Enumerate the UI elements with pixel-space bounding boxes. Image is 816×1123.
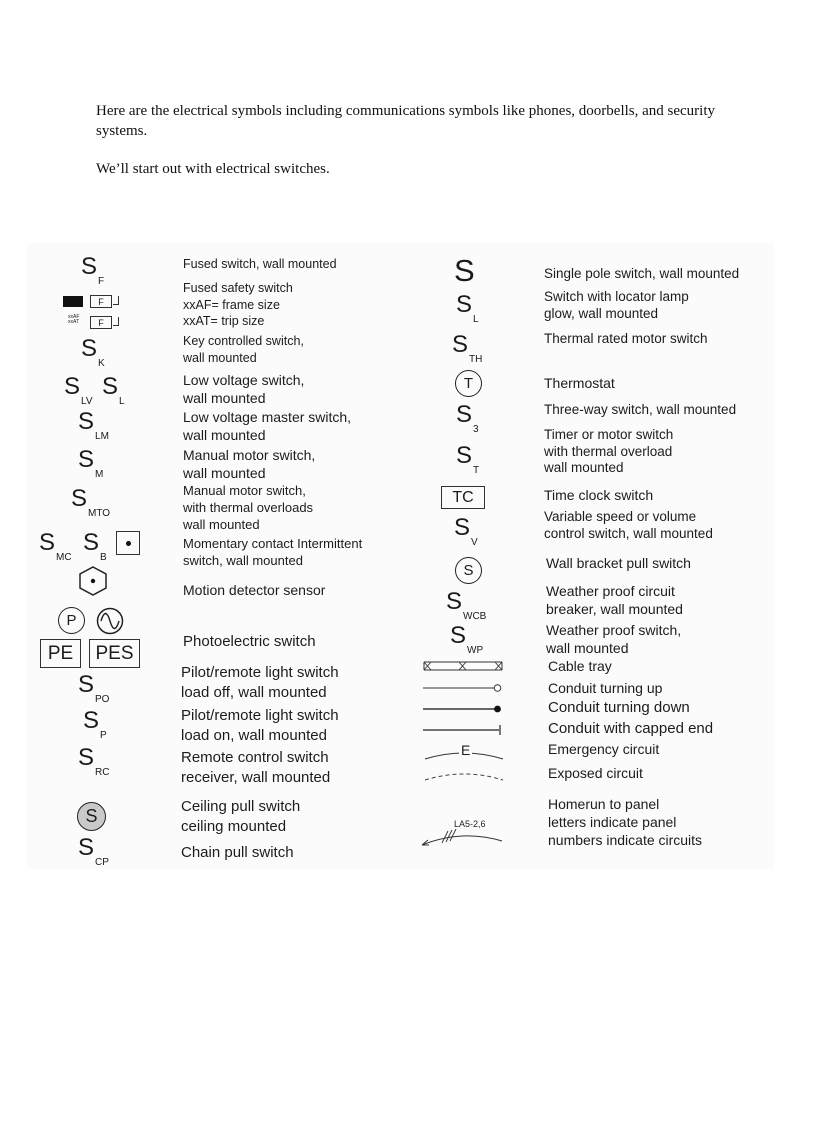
desc-three-way-switch: Three-way switch, wall mounted [544, 402, 737, 417]
symbol-s-po: $S_{PO}$ [78, 671, 110, 705]
intro-paragraph-1: Here are the electrical symbols including communications symbols like phones, doorbells, and security systems. [96, 103, 716, 139]
momentary-dot-box [116, 531, 140, 555]
symbol-s-single-pole: S [454, 253, 475, 288]
thermostat-circle: T [455, 370, 482, 397]
desc-motion-detector: Motion detector sensor [183, 582, 326, 598]
conduit-capped-icon [423, 724, 503, 736]
symbol-s-3: $S_3$ [456, 401, 479, 435]
desc-exposed-circuit: Exposed circuit [548, 765, 643, 781]
desc-homerun-to-panel: Homerun to panel letters indicate panel numbers indicate circuits [548, 796, 703, 848]
desc-ceiling-pull-switch: Ceiling pull switch ceiling mounted [181, 798, 301, 835]
desc-low-voltage-master-switch: Low voltage master switch, wall mounted [183, 409, 352, 443]
homerun-label: LA5-2,6 [454, 819, 486, 829]
desc-conduit-turning-up: Conduit turning up [548, 680, 663, 696]
conduit-down-icon [423, 704, 503, 714]
desc-conduit-capped-end: Conduit with capped end [548, 720, 714, 737]
desc-cable-tray: Cable tray [548, 658, 612, 674]
symbol-s-f: $S_F$ [81, 253, 105, 287]
symbol-s-t: $S_T$ [456, 442, 480, 476]
desc-weatherproof-switch: Weather proof switch, wall mounted [546, 622, 682, 656]
photoelectric-pe-box: PE [40, 639, 81, 668]
symbol-s-mto: $S_{MTO}$ [71, 485, 111, 519]
dot-icon [126, 541, 131, 546]
exposed-circuit-line-icon [423, 768, 505, 782]
cable-tray-icon [423, 661, 503, 671]
desc-low-voltage-switch: Low voltage switch, wall mounted [183, 372, 305, 406]
ceiling-pull-circle: S [77, 802, 106, 831]
wall-bracket-pull-circle: S [455, 557, 482, 584]
desc-locator-lamp-switch: Switch with locator lamp glow, wall mounted [544, 289, 689, 321]
homerun-arrow-icon [420, 827, 504, 849]
symbol-s-l: $S_L$ [102, 373, 125, 407]
symbol-s-wcb: $S_{WCB}$ [446, 588, 487, 622]
symbol-s-l-locator: $S_L$ [456, 291, 479, 325]
desc-remote-control-switch: Remote control switch receiver, wall mounted [181, 749, 331, 786]
desc-conduit-turning-down: Conduit turning down [548, 699, 690, 716]
symbol-s-m: $S_M$ [78, 446, 104, 480]
symbol-s-lv: $S_{LV}$ [64, 373, 93, 407]
desc-thermostat: Thermostat [544, 375, 615, 391]
intro-paragraph-2: We’ll start out with electrical switches. [96, 161, 330, 177]
desc-wall-bracket-pull-switch: Wall bracket pull switch [546, 555, 691, 571]
photoelectric-wave-circle-icon [96, 607, 124, 635]
emergency-circuit-label: E [461, 742, 471, 758]
fused-safety-filled-block [63, 296, 83, 307]
desc-single-pole-switch: Single pole switch, wall mounted [544, 266, 740, 281]
desc-weatherproof-circuit-breaker: Weather proof circuit breaker, wall mounted [546, 583, 683, 617]
symbol-s-v: $S_V$ [454, 514, 478, 548]
photoelectric-p-circle: P [58, 607, 85, 634]
desc-time-clock-switch: Time clock switch [544, 487, 654, 503]
desc-chain-pull-switch: Chain pull switch [181, 844, 294, 861]
fused-safety-box-2: F [90, 316, 112, 329]
desc-key-controlled-switch: Key controlled switch, wall mounted [183, 334, 304, 365]
desc-emergency-circuit: Emergency circuit [548, 741, 660, 757]
desc-thermal-rated-motor-switch: Thermal rated motor switch [544, 331, 708, 346]
electrical-symbols-legend-image [27, 243, 774, 869]
symbol-s-b: $S_B$ [83, 529, 107, 563]
desc-pilot-load-on: Pilot/remote light switch load on, wall mounted [181, 707, 339, 744]
desc-fused-safety-switch: Fused safety switch xxAF= frame size xxAT= trip size [183, 281, 293, 328]
time-clock-box: TC [441, 486, 485, 509]
desc-momentary-contact: Momentary contact Intermittent switch, wall mounted [183, 536, 363, 568]
desc-pilot-load-off: Pilot/remote light switch load off, wall mounted [181, 664, 339, 701]
desc-fused-switch: Fused switch, wall mounted [183, 257, 337, 271]
fused-safety-terminal-2 [113, 317, 119, 326]
fused-safety-terminal-1 [113, 296, 119, 305]
symbol-s-p: $S_P$ [83, 707, 107, 741]
photoelectric-pes-box: PES [89, 639, 140, 668]
symbol-s-lm: $S_{LM}$ [78, 408, 109, 442]
symbol-s-k: $S_K$ [81, 335, 105, 369]
fused-safety-box-1: F [90, 295, 112, 308]
symbol-s-cp: $S_{CP}$ [78, 834, 109, 868]
motion-detector-hexagon-icon [78, 566, 108, 596]
desc-variable-speed-switch: Variable speed or volume control switch, wall mounted [544, 509, 713, 541]
conduit-up-icon [423, 683, 503, 693]
desc-timer-motor-switch: Timer or motor switch with thermal overload wall mounted [544, 427, 674, 475]
desc-manual-motor-thermal: Manual motor switch, with thermal overloads wall mounted [183, 483, 314, 532]
symbol-s-mc: $S_{MC}$ [39, 529, 72, 563]
desc-manual-motor-switch: Manual motor switch, wall mounted [183, 447, 316, 481]
symbol-s-wp: $S_{WP}$ [450, 622, 484, 656]
fused-safety-small-label: xxAF xxAT [68, 314, 80, 325]
intro-text [96, 101, 736, 197]
desc-photoelectric-switch: Photoelectric switch [183, 633, 316, 650]
symbol-s-rc: $S_{RC}$ [78, 744, 110, 778]
symbol-s-th: $S_{TH}$ [452, 331, 483, 365]
